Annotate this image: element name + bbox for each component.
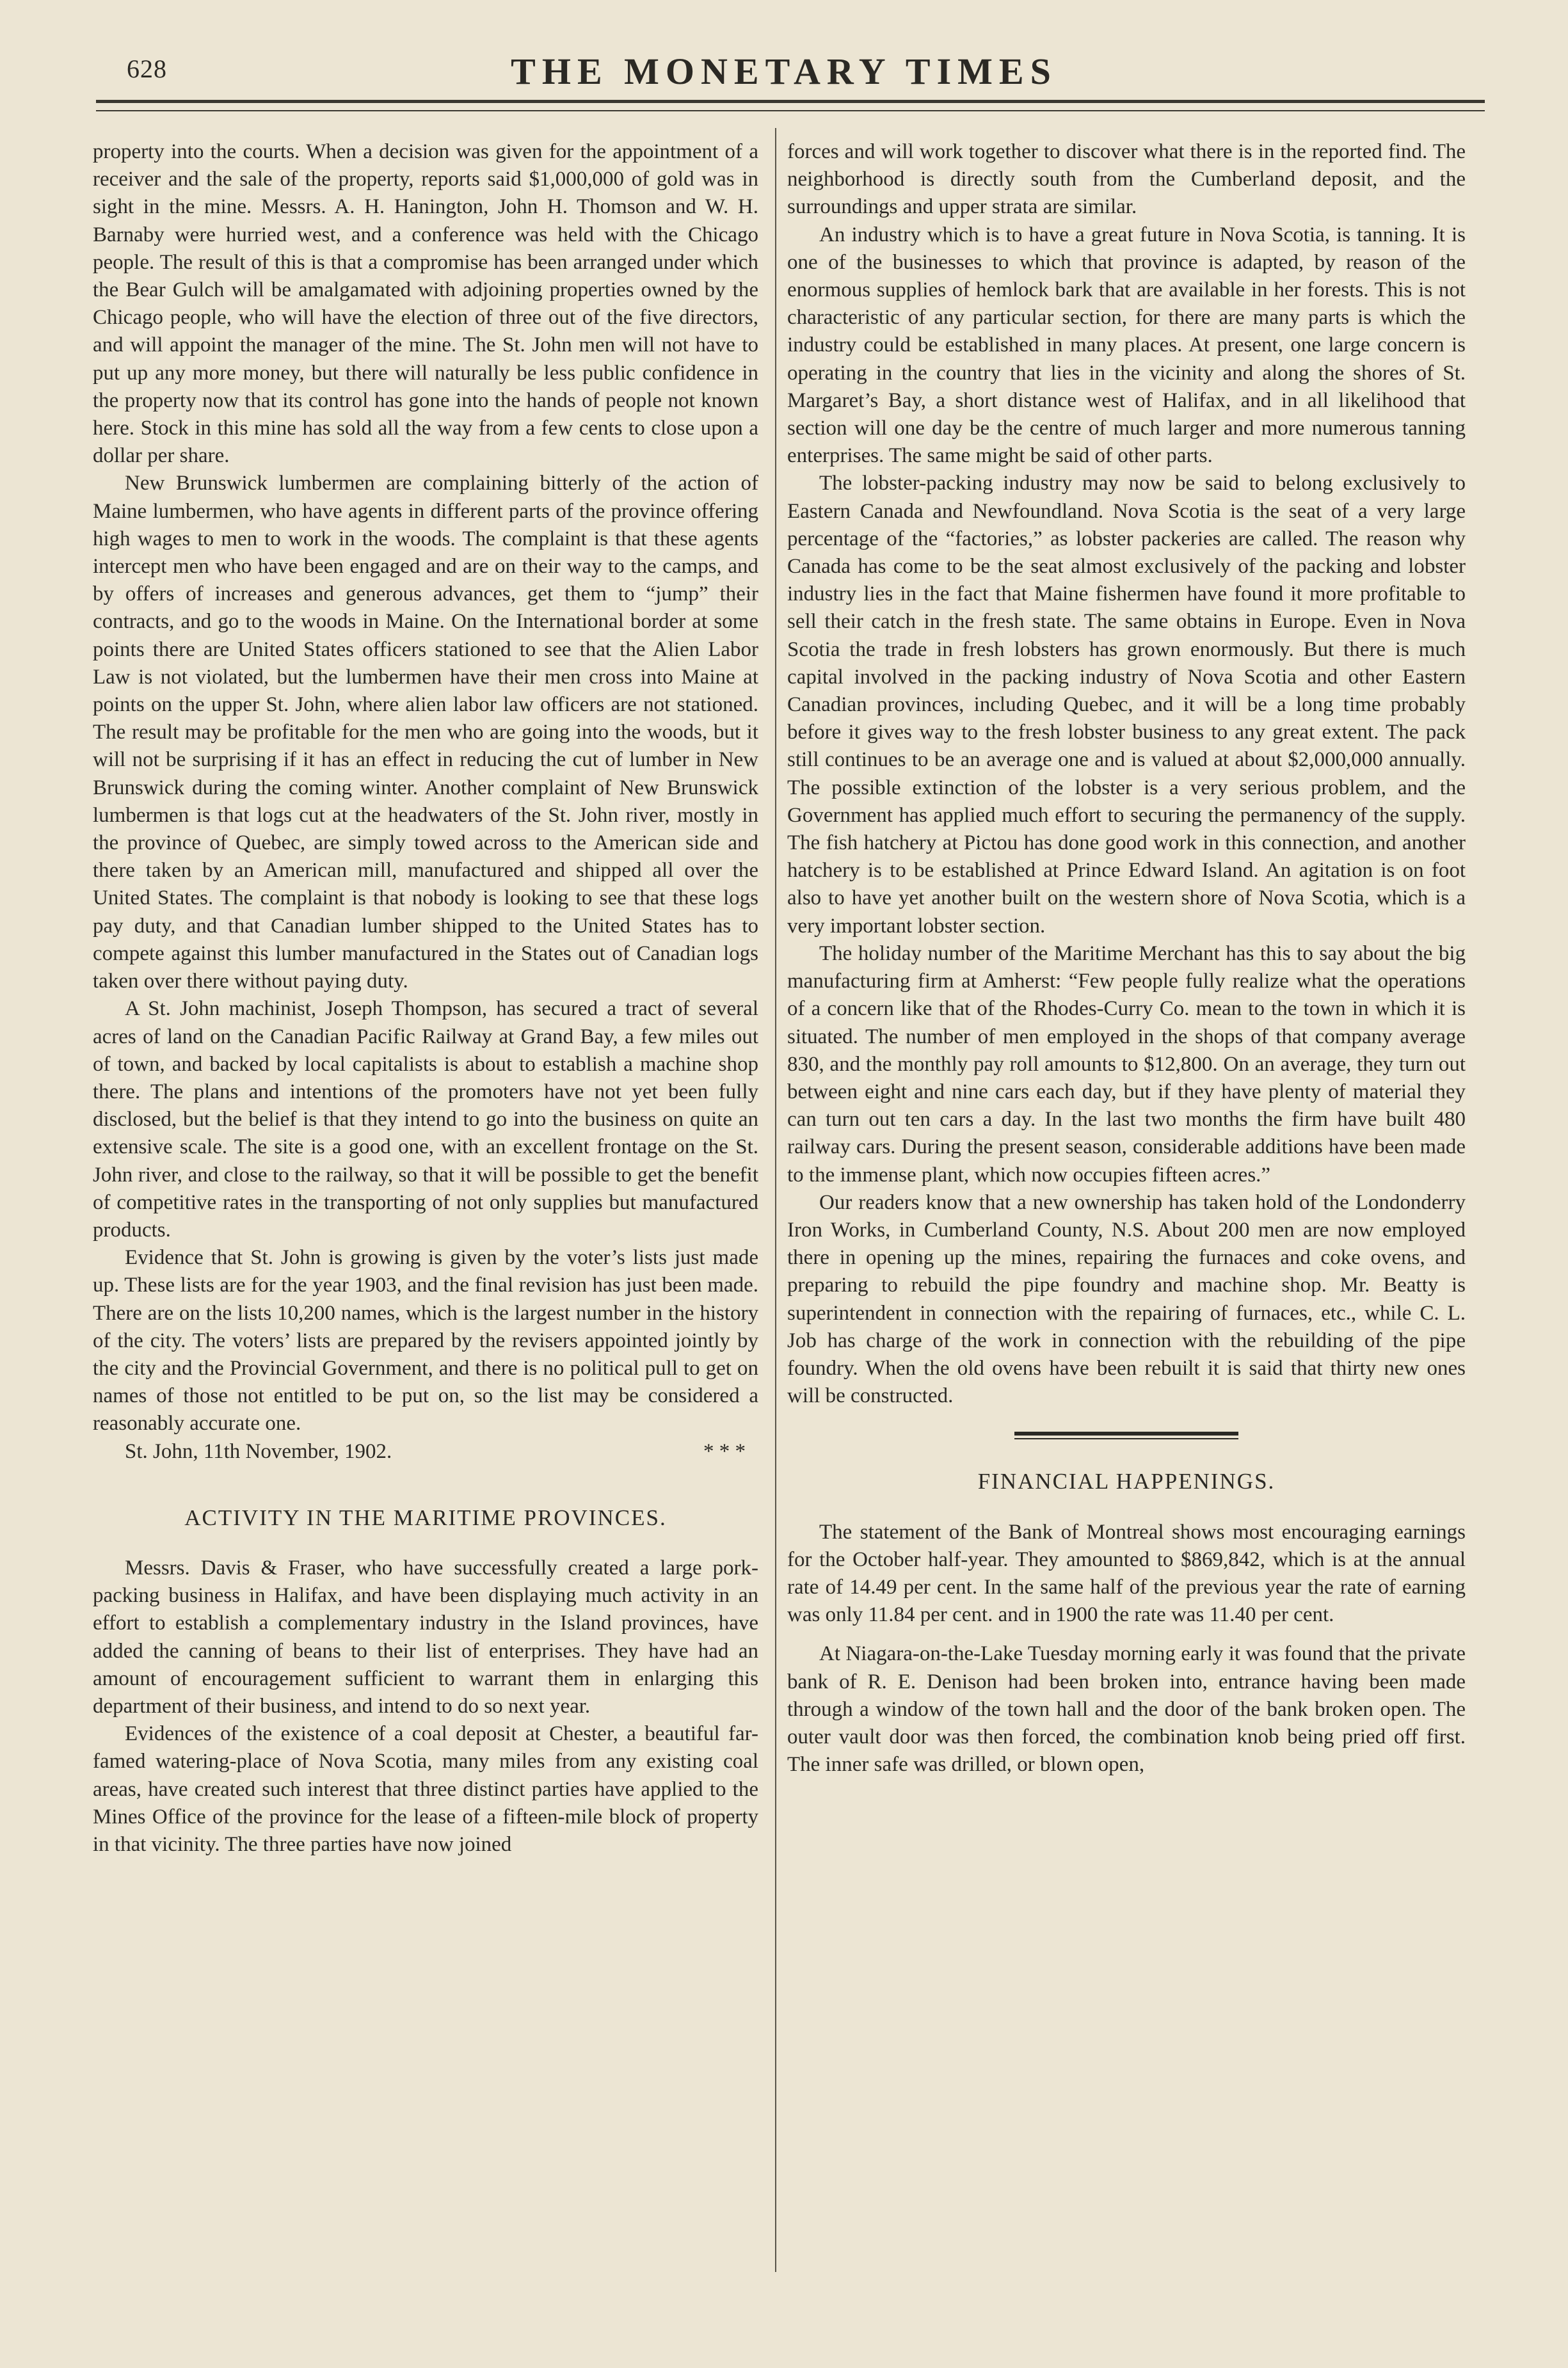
- page-number: 628: [127, 54, 167, 83]
- dateline: [93, 1438, 758, 1466]
- article-paragraph: Our readers know that a new ownership has taken hold of the Londonderry Iron Works, in Cumberland County, N.S. About 200 men are now employed there in opening up the mines, repairing the furnaces and coke ovens, and preparing to rebuild the pipe foundry and machine shop. Mr. Beatty is superintendent in connection with the repairing of furnaces, etc., while C. L. Job has charge of the work in connection with the rebuilding of the pipe foundry. When the old ovens have been rebuilt it is said that thirty new ones will be constructed.: [787, 1190, 1466, 1408]
- article-paragraph: A St. John machinist, Joseph Thompson, has secured a tract of several acres of land on the Canadian Pacific Railway at Grand Bay, a few miles out of town, and backed by local capitalists is about to establish a machine shop there. The plans and intentions of the promoters have not yet been fully disclosed, but the belief is that they intend to go into the business on quite an extensive scale. The site is a good one, with an excellent frontage on the St. John river, and close to the railway, so that it will be possible to get the benefit of competitive rates in the transporting of not only supplies but manufactured products.: [93, 997, 758, 1242]
- article-paragraph: The lobster-packing industry may now be said to belong exclusively to Eastern Canada and Newfoundland. Nova Scotia is the seat of a very large percentage of the “factories,” as lobster packeries are called. The reason why Canada has come to be the seat almost exclusively of the packing and lobster industry lies in the fact that Maine fishermen have found it more profitable to sell their catch in the fresh state. The same obtains in Europe. Even in Nova Scotia the trade in fresh lobsters has grown enormously. But there is much capital involved in the packing industry of Nova Scotia and other Eastern Canadian provinces, including Quebec, and it will be a long time probably before it gives way to the fresh lobster business to any great extent. The pack still continues to be an average one and is valued at about $2,000,000 annually. The possible extinction of the lobster is a very serious problem, and the Government has applied much effort to securing the permanency of the supply. The fish hatchery at Pictou has done good work in this connection, and another hatchery is to be established at Prince Edward Island. An agitation is on foot also to have yet another built on the western shore of Nova Scotia, which is a very important lobster section.: [787, 472, 1466, 938]
- article-paragraph: New Brunswick lumbermen are complaining bitterly of the action of Maine lumbermen, who have agents in different parts of the province offering high wages to men to work in the woods. The complaint is that these agents intercept men who have been engaged and are on their way to the camps, and by offers of increases and generous advances, get them to “jump” their contracts, and go to the woods in Maine. On the International border at some points there are United States officers stationed to see that the Alien Labor Law is not violated, but the lumbermen have their men cross into Maine at points on the upper St. John, where alien labor law officers are not stationed. The result may be profitable for the men who are going into the woods, but it will not be surprising if it has an effect in reducing the cut of lumber in New Brunswick during the coming winter. Another complaint of New Brunswick lumbermen is that logs cut at the headwaters of the St. John river, mostly in the province of Quebec, are simply towed across to the American side and there taken by an American mill, manufactured and shipped all over the United States. The complaint is that nobody is looking to see that these logs pay duty, and that Canadian lumber shipped to the United States has to compete against this lumber manufactured in the States out of Canadian logs taken over there without paying duty.: [93, 472, 758, 993]
- left-column: [93, 138, 758, 1859]
- article-paragraph: Evidence that St. John is growing is given by the voter’s lists just made up. These lists are for the year 1903, and the final revision has just been made. There are on the lists 10,200 names, which is the largest number in the history of the city. The voters’ lists are prepared by the revisers appointed jointly by the city and the Provincial Government, and there is no political pull to get on names of those not entitled to be put on, so the list may be considered a reasonably accurate one.: [93, 1246, 758, 1436]
- article-paragraph: The holiday number of the Maritime Merchant has this to say about the big manufacturing firm at Amherst: “Few people fully realize what the operations of a concern like that of the Rhodes-Curry Co. mean to the town in which it is situated. The number of men employed in the shops of that company average 830, and the monthly pay roll amounts to $12,800. On an average, they turn out between eight and nine cars each day, but if they have plenty of material they can turn out ten cars a day. In the last two months the firm have built 480 railway cars. During the present season, considerable additions have been made to the immense plant, which now occupies fifteen acres.”: [787, 941, 1466, 1187]
- article-paragraph: Evidences of the existence of a coal deposit at Chester, a beautiful far-famed watering-place of Nova Scotia, many miles from any existing coal areas, have created such interest that three distinct parties have applied to the Mines Office of the province for the lease of a fifteen-mile block of property in that vicinity. The three parties have now joined: [93, 1722, 758, 1856]
- article-paragraph: forces and will work together to discover what there is in the reported find. The neighborhood is directly south from the Cumberland deposit, and the surroundings and upper strata are similar.: [787, 140, 1466, 219]
- header-rule-thick: [96, 100, 1485, 103]
- section-heading-financial: FINANCIAL HAPPENINGS.: [977, 1469, 1276, 1494]
- section-heading-maritime: ACTIVITY IN THE MARITIME PROVINCES.: [184, 1505, 667, 1530]
- article-paragraph: property into the courts. When a decision was given for the appointment of a receiver and the sale of the property, reports said $1,000,000 of gold was in sight in the mine. Messrs. A. H. Hanington, John H. Thomson and W. H. Barnaby were hurried west, and a conference was held with the Chicago people. The result of this is that a compromise has been arranged under which the Bear Gulch will be amalgamated with adjoining properties owned by the Chicago people, who will have the election of three out of the five directors, and will appoint the manager of the mine. The St. John men will not have to put up any more money, but there will naturally be less public confidence in the property now that its control has gone into the hands of people not known here. Stock in this mine has sold all the way from a few cents to close upon a dollar per share.: [93, 140, 758, 468]
- end-mark: * * *: [703, 1439, 746, 1463]
- article-paragraph: An industry which is to have a great future in Nova Scotia, is tanning. It is one of the businesses to which that province is adapted, by reason of the enormous supplies of hemlock bark that are available in her forests. This is not characteristic of any particular section, for there are many parts is which the industry could be established in many places. At present, one large concern is operating in the country that lies in the vicinity and along the shores of St. Margaret’s Bay, a short distance west of Halifax, and in all likelihood that section will one day be the centre of much larger and more numerous tanning enterprises. The same might be said of other parts.: [787, 223, 1466, 468]
- article-paragraph: Messrs. Davis & Fraser, who have successfully created a large pork-packing business in Halifax, and have been displaying much activity in an effort to establish a complementary industry in the Island provinces, have added the canning of beans to their list of enterprises. They have had an amount of encouragement sufficient to warrant them in enlarging this department of their business, and intend to do so next year.: [93, 1556, 758, 1718]
- dateline-text: St. John, 11th November, 1902.: [125, 1439, 392, 1463]
- column-divider: [775, 128, 776, 2272]
- header-rule-thin: [96, 110, 1485, 111]
- right-column: [787, 138, 1466, 1779]
- article-paragraph: At Niagara-on-the-Lake Tuesday morning early it was found that the private bank of R. E. Denison had been broken into, entrance having been made through a window of the town hall and the door of the bank broken open. The outer vault door was then forced, the combination knob being pried off first. The inner safe was drilled, or blown open,: [787, 1642, 1466, 1777]
- article-paragraph: The statement of the Bank of Montreal shows most encouraging earnings for the October half-year. They amounted to $869,842, which is at the annual rate of 14.49 per cent. In the same half of the previous year the rate of earning was only 11.84 per cent. and in 1900 the rate was 11.40 per cent.: [787, 1520, 1466, 1627]
- section-ornament-rule: [1014, 1432, 1238, 1439]
- publication-title: THE MONETARY TIMES: [511, 51, 1057, 92]
